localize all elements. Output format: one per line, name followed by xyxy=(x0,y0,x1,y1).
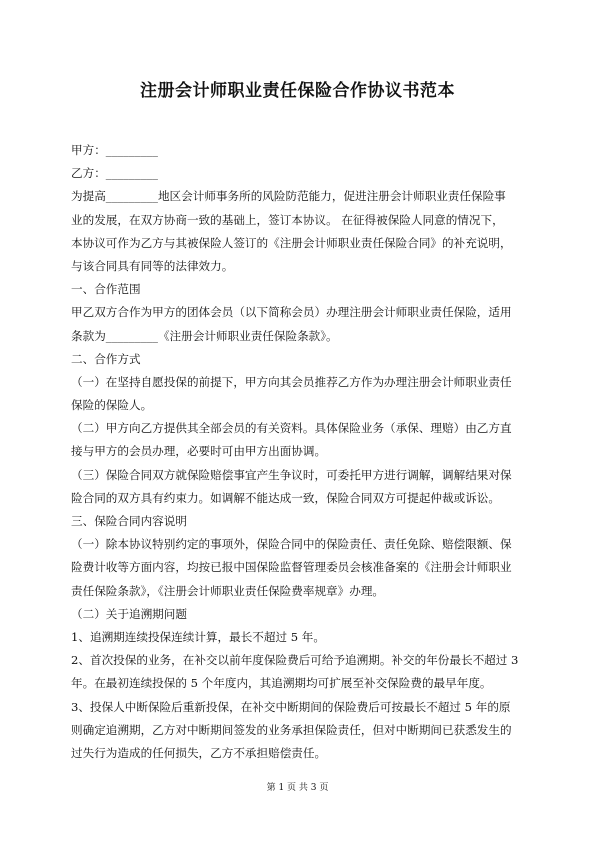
body-line: 则确定追溯期，乙方对中断期间签发的业务承担保险责任，但对中断期间已获悉发生的 xyxy=(71,722,512,737)
section-heading: 三、保险合同内容说明 xyxy=(71,514,187,528)
body-line: 接与甲方的会员办理，必要时可由甲方出面协调。 xyxy=(71,444,327,459)
body-line: 业的发展，在双方协商一致的基础上，签订本协议。 在征得被保险人同意的情况下， xyxy=(71,212,504,227)
document-title: 注册会计师职业责任保险合作协议书范本 xyxy=(140,81,455,101)
body-line: 2、首次投保的业务，在补交以前年度保险费后可给予追溯期。补交的年份最长不超过 3 xyxy=(71,653,519,668)
body-line: （一）除本协议特别约定的事项外，保险合同中的保险责任、责任免除、赔偿限额、保 xyxy=(71,537,512,552)
body-line: 1、追溯期连续投保连续计算，最长不超过 5 年。 xyxy=(71,629,325,644)
body-line: 与该合同具有同等的法律效力。 xyxy=(71,258,234,273)
body-line: 责任保险条款》，《注册会计师职业责任保险费率规章》办理。 xyxy=(71,583,385,598)
subsection-heading: （二）关于追溯期问题 xyxy=(71,606,187,621)
body-line: （三）保险合同双方就保险赔偿事宜产生争议时，可委托甲方进行调解，调解结果对保 xyxy=(71,467,512,482)
body-line: 为提高_________地区会计师事务所的风险防范能力，促进注册会计师职业责任保险事 xyxy=(71,189,506,204)
body-line: 年。在最初连续投保的 5 个年度内，其追溯期均可扩展至补交保险费的最早年度。 xyxy=(71,676,492,691)
section-heading: 一、合作范围 xyxy=(71,282,141,297)
page-number-footer: 第 1 页 共 3 页 xyxy=(266,783,329,793)
body-line: 过失行为造成的任何损失，乙方不承担赔偿责任。 xyxy=(71,745,327,760)
body-line: （一）在坚持自愿投保的前提下，甲方向其会员推荐乙方作为办理注册会计师职业责任 xyxy=(71,374,512,389)
body-line: 险合同的双方具有约束力。如调解不能达成一致，保险合同双方可提起仲裁或诉讼。 xyxy=(71,490,500,505)
body-line: 保险的保险人。 xyxy=(71,398,153,413)
party-b-line: 乙方：_________ xyxy=(71,166,158,181)
body-line: 险费计收等方面内容，均按已报中国保险监督管理委员会核准备案的《注册会计师职业 xyxy=(71,560,512,575)
body-line: 本协议可作为乙方与其被保险人签订的《注册会计师职业责任保险合同》的补充说明， xyxy=(71,235,512,250)
body-line: （二）甲方向乙方提供其全部会员的有关资料。具体保险业务（承保、理赔）由乙方直 xyxy=(71,421,512,436)
body-line: 条款为_________《注册会计师职业责任保险条款》。 xyxy=(71,328,338,343)
document-body xyxy=(71,139,527,765)
body-line: 甲乙双方合作为甲方的团体会员（以下简称会员）办理注册会计师职业责任保险，适用 xyxy=(71,305,512,320)
party-a-line: 甲方：_________ xyxy=(71,143,158,157)
body-line: 3、投保人中断保险后重新投保，在补交中断期间的保险费后可按最长不超过 5 年的原 xyxy=(71,699,511,714)
section-heading: 二、合作方式 xyxy=(71,351,141,366)
